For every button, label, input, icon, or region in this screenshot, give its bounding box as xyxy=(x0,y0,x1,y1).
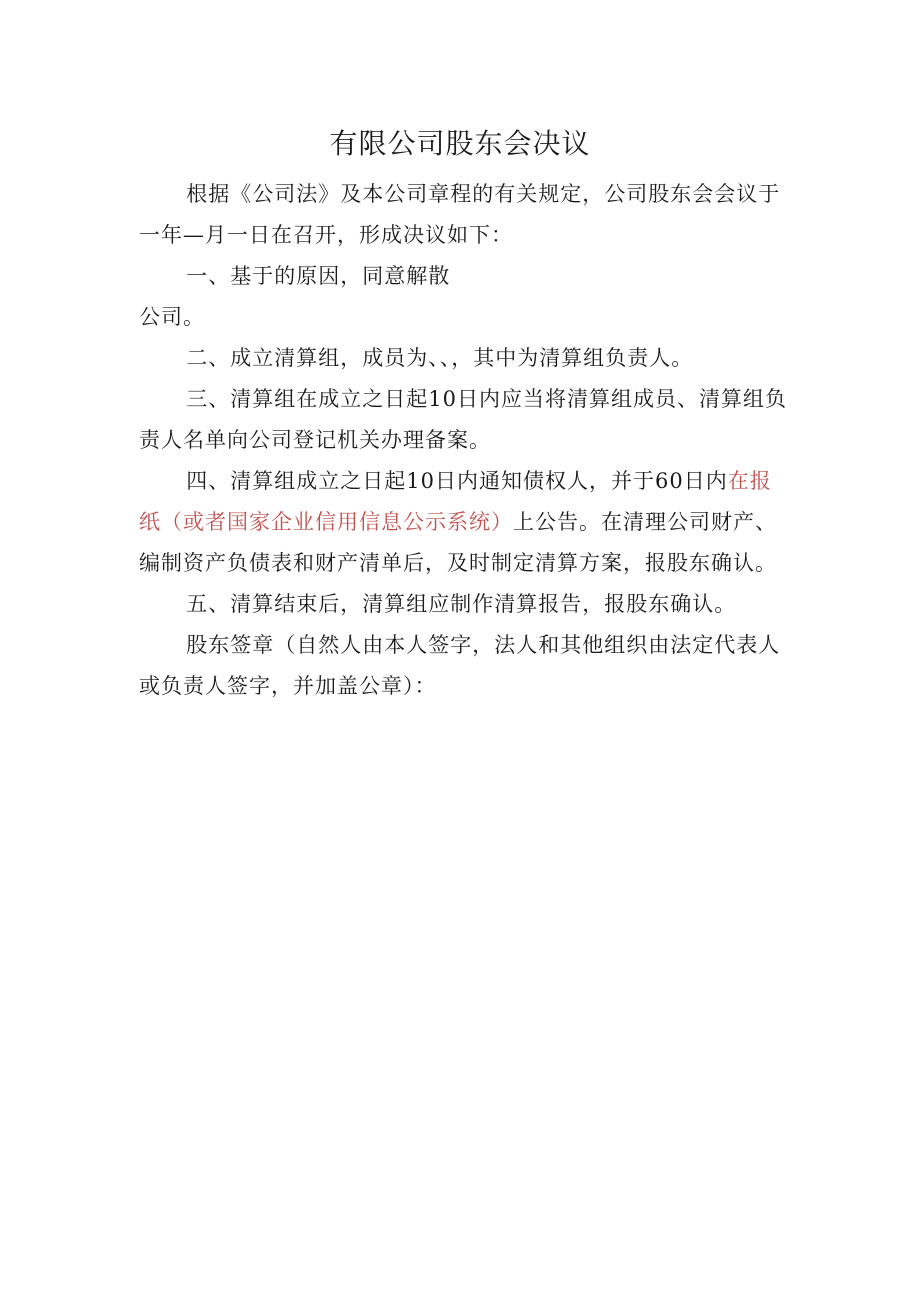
paragraph-item-4-end: 上公告。在清理公司财产、编制资产负债表和财产清单后，及时制定清算方案，报股东确认。 xyxy=(139,510,777,575)
paragraph-item-1-continued: 公司。 xyxy=(139,305,205,329)
paragraph-item-3: 三、清算组在成立之日起10日内应当将清算组成员、清算组负责人名单向公司登记机关办理备案。 xyxy=(139,387,787,452)
paragraph-item-5: 五、清算结束后，清算组应制作清算报告，报股东确认。 xyxy=(186,592,737,616)
paragraph-item-4-start: 四、清算组成立之日起10日内通知债权人，并于60日内 xyxy=(186,469,728,493)
paragraph-item-4-highlight: 在报纸（或者国家企业信用信息公示系统） xyxy=(139,469,772,534)
paragraph-item-2: 二、成立清算组，成员为、、，其中为清算组负责人。 xyxy=(186,346,694,370)
paragraph-intro: 根据《公司法》及本公司章程的有关规定，公司股东会会议于一年—月一日在召开，形成决议如下： xyxy=(139,182,781,247)
paragraph-item-1: 一、基于的原因，同意解散 xyxy=(186,264,451,288)
paragraph-item-4 xyxy=(139,461,789,584)
document-title: 有限公司股东会决议 xyxy=(329,127,591,160)
paragraph-signature: 股东签章（自然人由本人签字，法人和其他组织由法定代表人或负责人签字，并加盖公章）： xyxy=(139,633,781,698)
document-body xyxy=(139,174,789,707)
